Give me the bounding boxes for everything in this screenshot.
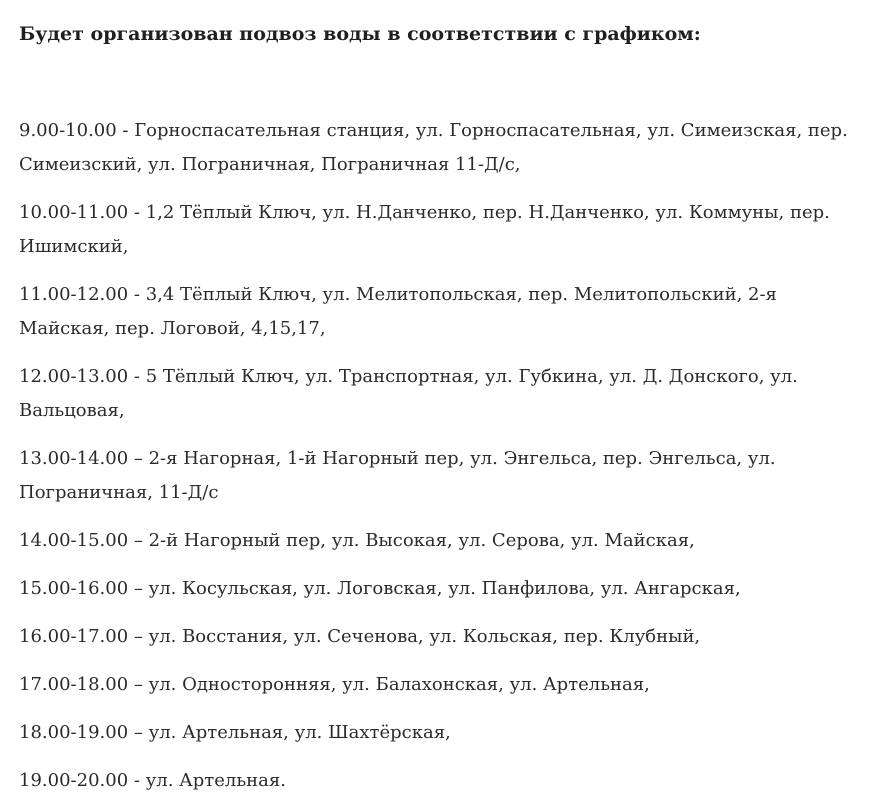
- entry-separator: -: [116, 120, 135, 141]
- entry-addresses: 1,2 Тёплый Ключ, ул. Н.Данченко, пер. Н.Данченко, ул. Коммуны, пер. Ишимский,: [19, 202, 830, 257]
- entry-separator: –: [128, 578, 149, 599]
- entry-addresses: ул. Косульская, ул. Логовская, ул. Панфилова, ул. Ангарская,: [148, 578, 741, 599]
- entry-time: 11.00-12.00: [19, 284, 129, 305]
- schedule-entry: [19, 716, 864, 750]
- schedule-heading: Будет организован подвоз воды в соответствии с графиком:: [19, 23, 701, 45]
- entry-separator: -: [128, 202, 146, 223]
- entry-separator: –: [128, 674, 149, 695]
- entry-separator: -: [128, 284, 146, 305]
- entry-time: 9.00-10.00: [19, 120, 117, 141]
- entry-time: 10.00-11.00: [19, 202, 129, 223]
- schedule-entry: [19, 196, 864, 264]
- schedule-entry: [19, 114, 864, 182]
- entry-time: 18.00-19.00: [19, 722, 129, 743]
- spacer: [19, 48, 864, 114]
- entry-addresses: ул. Артельная.: [145, 770, 286, 791]
- entry-addresses: 5 Тёплый Ключ, ул. Транспортная, ул. Губкина, ул. Д. Донского, ул. Вальцовая,: [19, 366, 798, 421]
- schedule-entry: [19, 278, 864, 346]
- schedule-entry: [19, 572, 864, 606]
- entry-separator: –: [128, 722, 149, 743]
- schedule-entry: [19, 620, 864, 654]
- entry-addresses: Горноспасательная станция, ул. Горноспасательная, ул. Симеизская, пер. Симеизский, ул. Пограничная, Пограничная 11-Д/с,: [19, 120, 848, 175]
- entry-separator: –: [128, 626, 149, 647]
- entry-separator: –: [128, 530, 149, 551]
- entry-addresses: ул. Восстания, ул. Сеченова, ул. Кольская, пер. Клубный,: [148, 626, 701, 647]
- entry-time: 15.00-16.00: [19, 578, 129, 599]
- entry-time: 17.00-18.00: [19, 674, 129, 695]
- schedule-entry: [19, 668, 864, 702]
- schedule-entry: [19, 442, 864, 510]
- schedule-list: [19, 114, 864, 798]
- entry-time: 13.00-14.00: [19, 448, 129, 469]
- entry-addresses: ул. Артельная, ул. Шахтёрская,: [148, 722, 451, 743]
- schedule-entry: [19, 360, 864, 428]
- entry-addresses: 2-я Нагорная, 1-й Нагорный пер, ул. Энгельса, пер. Энгельса, ул. Пограничная, 11-Д/с: [19, 448, 776, 503]
- entry-addresses: 3,4 Тёплый Ключ, ул. Мелитопольская, пер. Мелитопольский, 2-я Майская, пер. Логовой, 4,15,17,: [19, 284, 777, 339]
- entry-time: 14.00-15.00: [19, 530, 129, 551]
- entry-separator: -: [128, 770, 146, 791]
- entry-separator: -: [128, 366, 146, 387]
- entry-time: 16.00-17.00: [19, 626, 129, 647]
- entry-addresses: 2-й Нагорный пер, ул. Высокая, ул. Серова, ул. Майская,: [148, 530, 695, 551]
- entry-separator: –: [128, 448, 149, 469]
- schedule-entry: [19, 524, 864, 558]
- entry-addresses: ул. Односторонняя, ул. Балахонская, ул. Артельная,: [148, 674, 650, 695]
- schedule-entry: [19, 764, 864, 798]
- entry-time: 19.00-20.00: [19, 770, 129, 791]
- entry-time: 12.00-13.00: [19, 366, 129, 387]
